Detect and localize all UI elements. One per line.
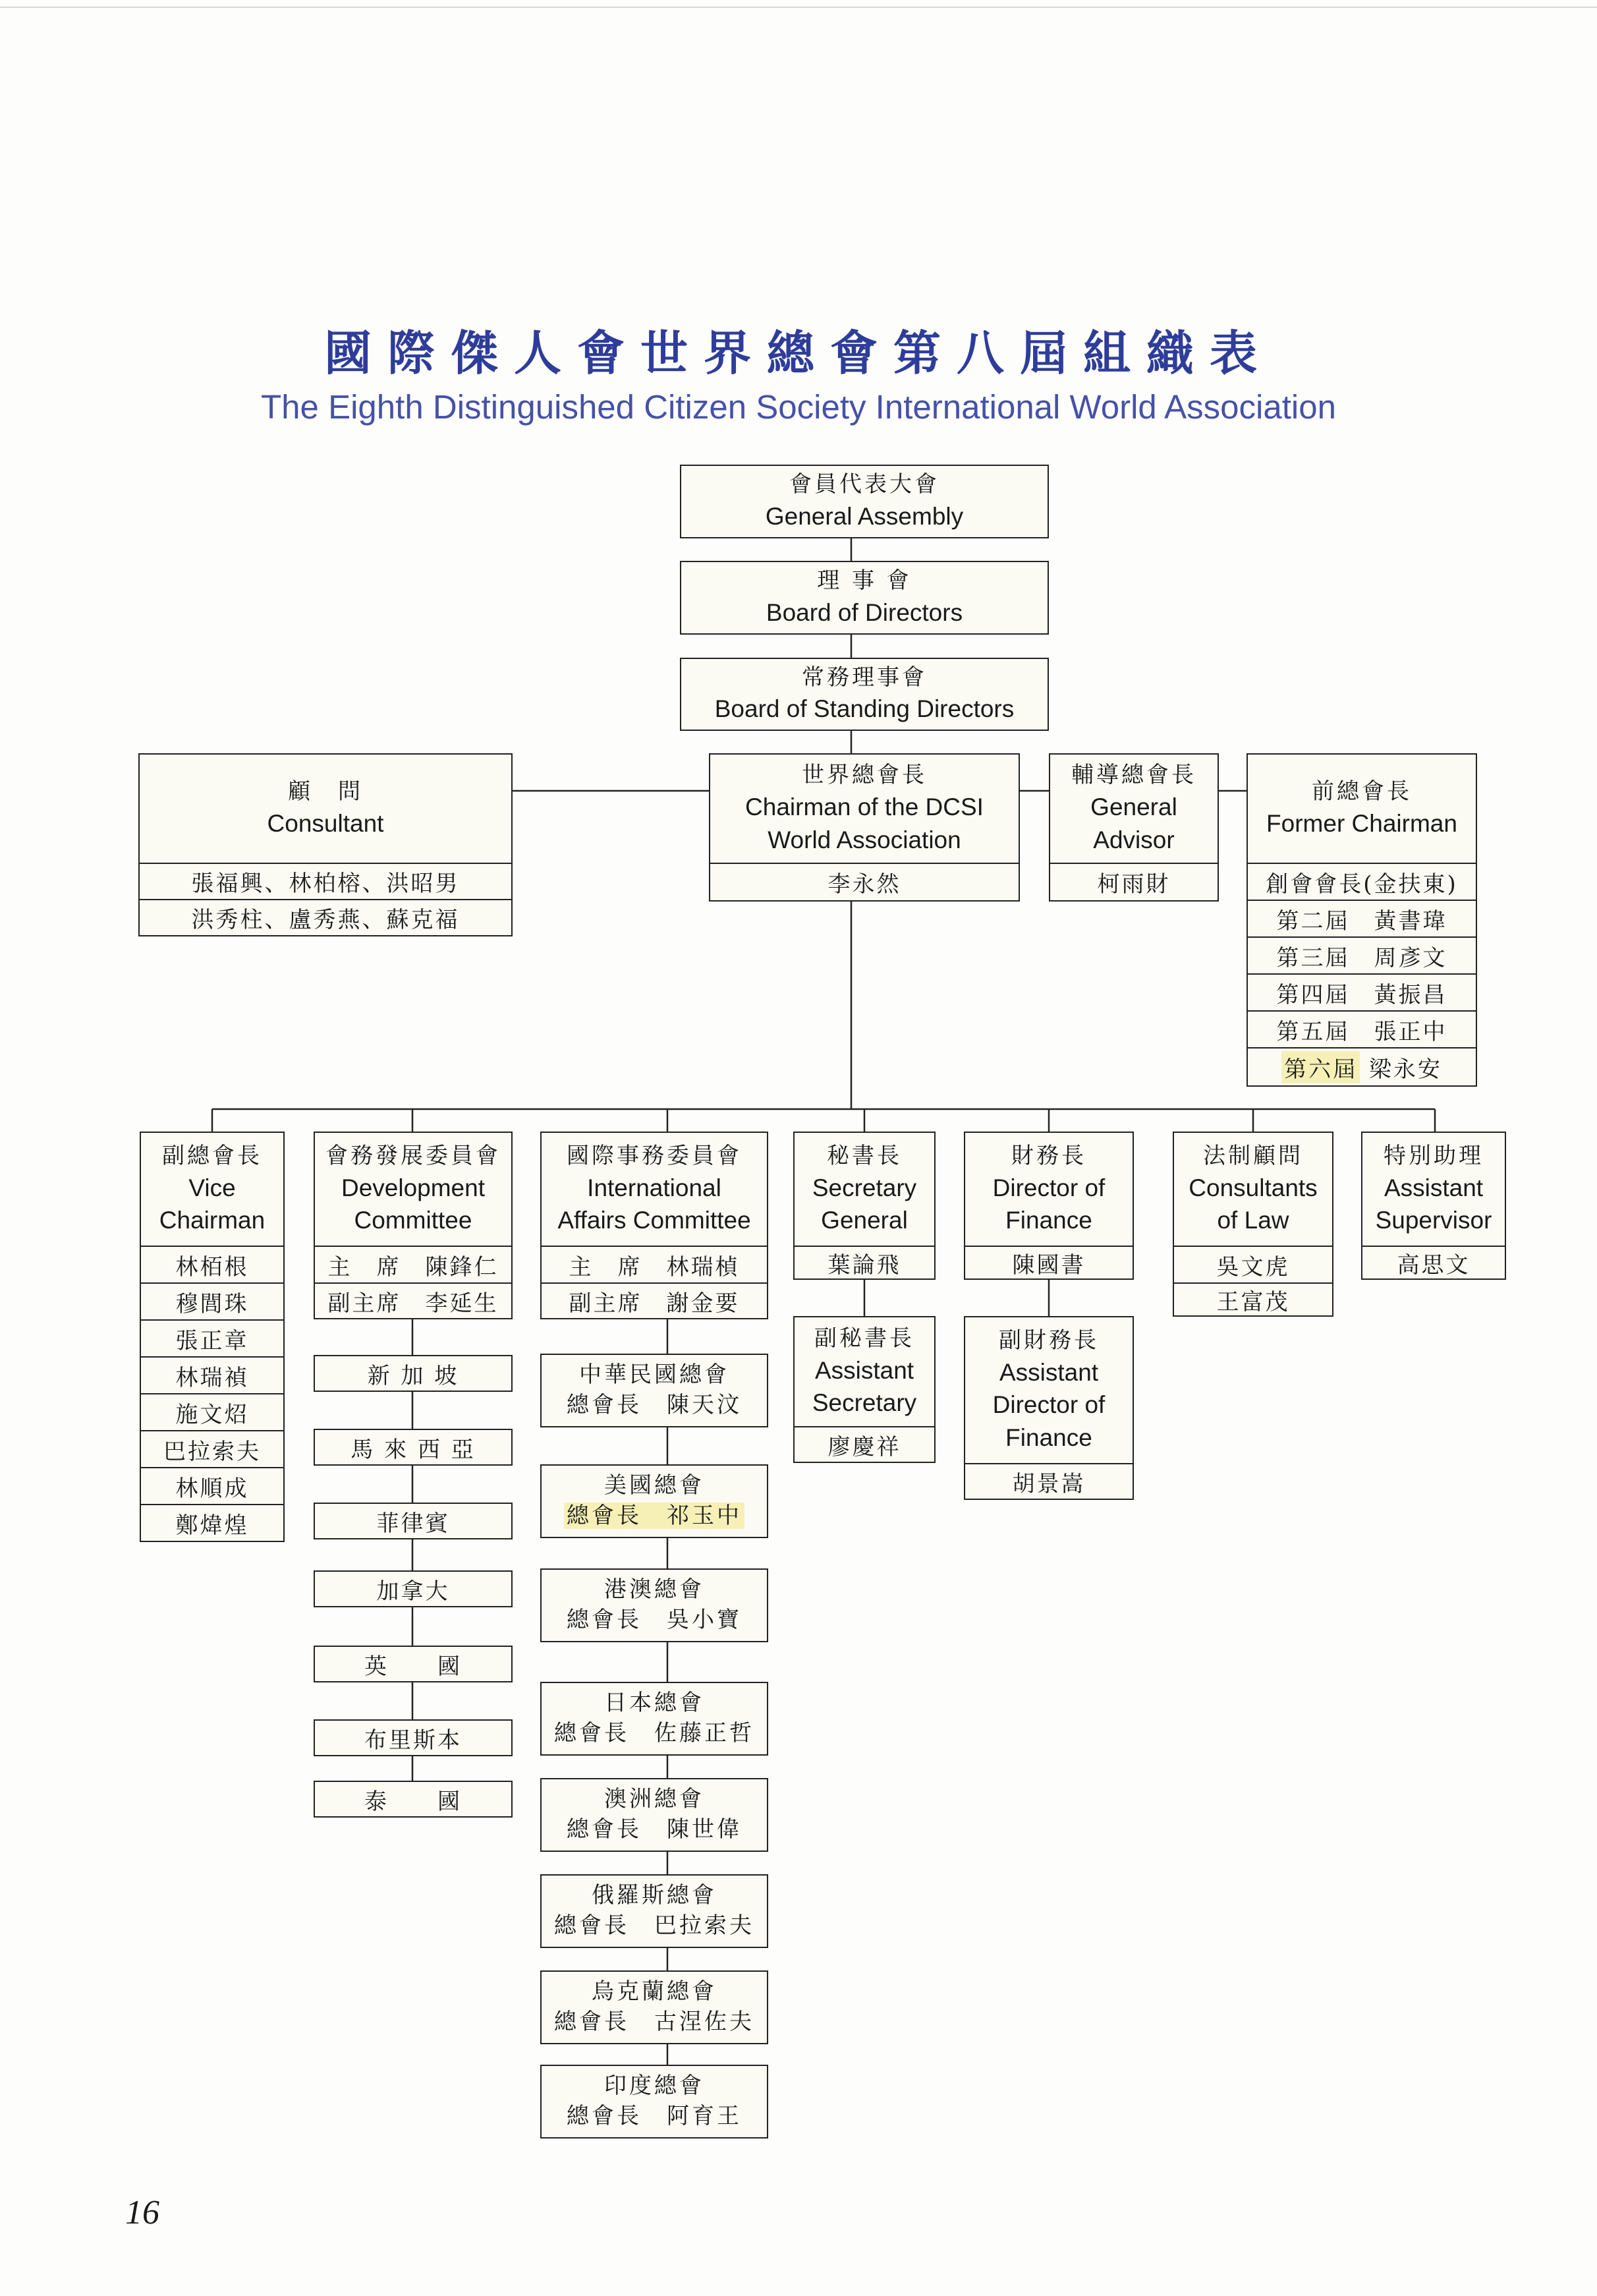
board-of-directors-en: Board of Directors <box>766 598 963 626</box>
vice-chairman-row: 林瑞禎 <box>140 1356 285 1394</box>
secretary-general-box <box>793 1132 936 1247</box>
general-advisor-cn: 輔導總會長 <box>1071 762 1196 789</box>
development-region: 加拿大 <box>314 1570 513 1607</box>
general-advisor-box <box>1049 753 1219 864</box>
consultant-member-row: 張福興、林柏榕、洪昭男 <box>138 863 513 900</box>
consultant-en: Consultant <box>267 809 384 837</box>
standing-directors-box <box>680 658 1049 731</box>
former-chairman-row: 第三屆 周彥文 <box>1247 936 1477 975</box>
branch-name: 俄羅斯總會 <box>592 1882 717 1909</box>
chairman-box <box>709 753 1020 864</box>
branch-name: 烏克蘭總會 <box>592 1978 717 2005</box>
development-committee-cn: 會務發展委員會 <box>325 1142 501 1169</box>
general-assembly-en: General Assembly <box>765 502 964 530</box>
branch-president: 總會長 陳世偉 <box>567 1816 742 1843</box>
international-affairs-box <box>540 1132 768 1247</box>
international-affairs-cn: 國際事務委員會 <box>567 1142 742 1169</box>
former-chairman-row-sixth <box>1247 1047 1477 1087</box>
vice-chairman-cn: 副總會長 <box>162 1142 262 1169</box>
assistant-supervisor-box <box>1361 1132 1506 1247</box>
branch-box <box>540 1464 768 1538</box>
sixth-term-label: 第六屆 <box>1281 1051 1360 1083</box>
assistant-finance-name: 胡景嵩 <box>964 1463 1134 1500</box>
vice-chairman-row: 張正章 <box>140 1319 285 1358</box>
director-finance-en-1: Director of <box>992 1174 1106 1201</box>
vice-chairman-box <box>140 1132 285 1247</box>
development-region: 英 國 <box>314 1646 513 1682</box>
secretary-general-en-2: General <box>821 1207 908 1234</box>
board-of-directors-cn: 理 事 會 <box>817 567 912 594</box>
branch-box <box>540 1970 768 2044</box>
standing-directors-en: Board of Standing Directors <box>714 695 1015 723</box>
international-affairs-en-1: International <box>587 1174 721 1201</box>
development-committee-chair: 主 席 陳鋒仁 <box>314 1246 513 1284</box>
assistant-secretary-box <box>793 1316 936 1427</box>
assistant-finance-en-1: Assistant <box>999 1358 1099 1386</box>
branch-president: 總會長 吳小寶 <box>567 1607 742 1633</box>
assistant-finance-cn: 副財務長 <box>999 1327 1099 1354</box>
consultants-law-box <box>1173 1132 1333 1247</box>
consultant-cn: 顧 問 <box>288 778 363 805</box>
branch-name: 印度總會 <box>604 2073 704 2100</box>
chairman-name: 李永然 <box>709 863 1020 902</box>
branch-box <box>540 2065 768 2138</box>
development-region: 布里斯本 <box>314 1719 513 1756</box>
vice-chairman-row: 巴拉索夫 <box>140 1430 285 1468</box>
development-region: 馬 來 西 亞 <box>314 1429 513 1466</box>
chairman-cn: 世界總會長 <box>802 762 927 789</box>
branch-president: 總會長 古涅佐夫 <box>554 2009 754 2035</box>
consultants-law-row: 王富茂 <box>1173 1282 1333 1317</box>
assistant-supervisor-name: 高思文 <box>1361 1246 1506 1280</box>
vice-chairman-row: 鄭煒煌 <box>140 1504 285 1542</box>
development-committee-en-2: Committee <box>354 1207 472 1234</box>
branch-president: 總會長 阿育王 <box>567 2103 742 2129</box>
director-finance-en-2: Finance <box>1005 1207 1092 1234</box>
branch-name: 中華民國總會 <box>579 1362 729 1389</box>
director-finance-box <box>964 1132 1134 1247</box>
chairman-en-1: Chairman of the DCSI <box>745 793 984 820</box>
vice-chairman-row: 林順成 <box>140 1467 285 1505</box>
international-affairs-chair: 主 席 林瑞楨 <box>540 1246 768 1284</box>
development-region: 菲律賓 <box>314 1503 513 1539</box>
general-assembly-cn: 會員代表大會 <box>789 471 939 498</box>
assistant-supervisor-cn: 特別助理 <box>1384 1142 1484 1169</box>
assistant-secretary-name: 廖慶祥 <box>793 1426 936 1463</box>
former-chairman-row: 第五屆 張正中 <box>1247 1010 1477 1048</box>
development-region: 泰 國 <box>314 1781 513 1818</box>
vice-chairman-row: 穆閭珠 <box>140 1282 285 1321</box>
assistant-secretary-en-2: Secretary <box>812 1389 917 1417</box>
standing-directors-cn: 常務理事會 <box>802 664 927 691</box>
international-affairs-vice-chair: 副主席 謝金要 <box>540 1282 768 1319</box>
consultants-law-en-1: Consultants <box>1189 1174 1318 1201</box>
vice-chairman-en-2: Chairman <box>159 1207 266 1234</box>
general-advisor-en-1: General <box>1090 793 1177 820</box>
assistant-finance-box <box>964 1316 1134 1464</box>
secretary-general-en-1: Secretary <box>812 1174 917 1201</box>
page-title-english: The Eighth Distinguished Citizen Society International World Association <box>261 388 1336 426</box>
branch-box <box>540 1354 768 1427</box>
chairman-en-2: World Association <box>768 826 961 853</box>
former-chairman-box <box>1247 753 1477 864</box>
branch-box <box>540 1874 768 1948</box>
vice-chairman-en-1: Vice <box>188 1174 236 1201</box>
former-chairman-row: 第四屆 黃振昌 <box>1247 973 1477 1012</box>
page-title-chinese: 國際傑人會世界總會第八屆組織表 <box>323 326 1273 381</box>
branch-box <box>540 1778 768 1852</box>
vice-chairman-row: 林栢根 <box>140 1246 285 1284</box>
former-chairman-cn: 前總會長 <box>1312 778 1412 805</box>
branch-name: 美國總會 <box>604 1472 704 1499</box>
branch-president-text: 總會長 祁玉中 <box>564 1503 744 1529</box>
branch-president: 總會長 佐藤正哲 <box>554 1720 754 1746</box>
assistant-finance-en-3: Finance <box>1005 1424 1092 1452</box>
general-advisor-en-2: Advisor <box>1093 826 1175 853</box>
branch-president-highlighted <box>564 1501 744 1532</box>
assistant-supervisor-en-1: Assistant <box>1384 1174 1484 1201</box>
development-committee-en-1: Development <box>341 1174 485 1201</box>
branch-president: 總會長 陳天汶 <box>567 1392 742 1418</box>
sixth-term-name: 梁永安 <box>1368 1056 1442 1083</box>
assistant-secretary-en-1: Assistant <box>814 1356 914 1384</box>
general-advisor-name: 柯雨財 <box>1049 863 1219 902</box>
secretary-general-name: 葉論飛 <box>793 1246 936 1280</box>
former-chairman-en: Former Chairman <box>1266 809 1457 837</box>
consultants-law-row: 吳文虎 <box>1173 1246 1333 1284</box>
general-assembly-box <box>680 465 1049 538</box>
board-of-directors-box <box>680 561 1049 635</box>
former-chairman-row: 創會會長(金扶東) <box>1247 863 1477 901</box>
former-chairman-row: 第二屆 黃書瑋 <box>1247 900 1477 938</box>
consultants-law-en-2: of Law <box>1217 1207 1289 1234</box>
development-committee-vice-chair: 副主席 李延生 <box>314 1282 513 1319</box>
page-number: 16 <box>125 2194 159 2231</box>
consultant-member-row: 洪秀柱、盧秀燕、蘇克福 <box>138 899 513 936</box>
international-affairs-en-2: Affairs Committee <box>557 1207 751 1234</box>
branch-name: 日本總會 <box>604 1690 704 1717</box>
branch-president: 總會長 巴拉索夫 <box>554 1912 754 1939</box>
assistant-finance-en-2: Director of <box>992 1391 1106 1419</box>
branch-box <box>540 1682 768 1756</box>
consultant-box <box>138 753 513 864</box>
consultants-law-cn: 法制顧問 <box>1203 1142 1303 1169</box>
director-finance-name: 陳國書 <box>964 1246 1134 1280</box>
development-committee-box <box>314 1132 513 1247</box>
branch-name: 澳洲總會 <box>604 1786 704 1813</box>
development-region: 新 加 坡 <box>314 1355 513 1392</box>
secretary-general-cn: 秘書長 <box>827 1142 902 1169</box>
assistant-secretary-cn: 副秘書長 <box>814 1325 914 1352</box>
branch-name: 港澳總會 <box>604 1576 704 1603</box>
branch-box <box>540 1568 768 1642</box>
vice-chairman-row: 施文炤 <box>140 1393 285 1431</box>
assistant-supervisor-en-2: Supervisor <box>1375 1207 1492 1234</box>
director-finance-cn: 財務長 <box>1011 1142 1086 1169</box>
